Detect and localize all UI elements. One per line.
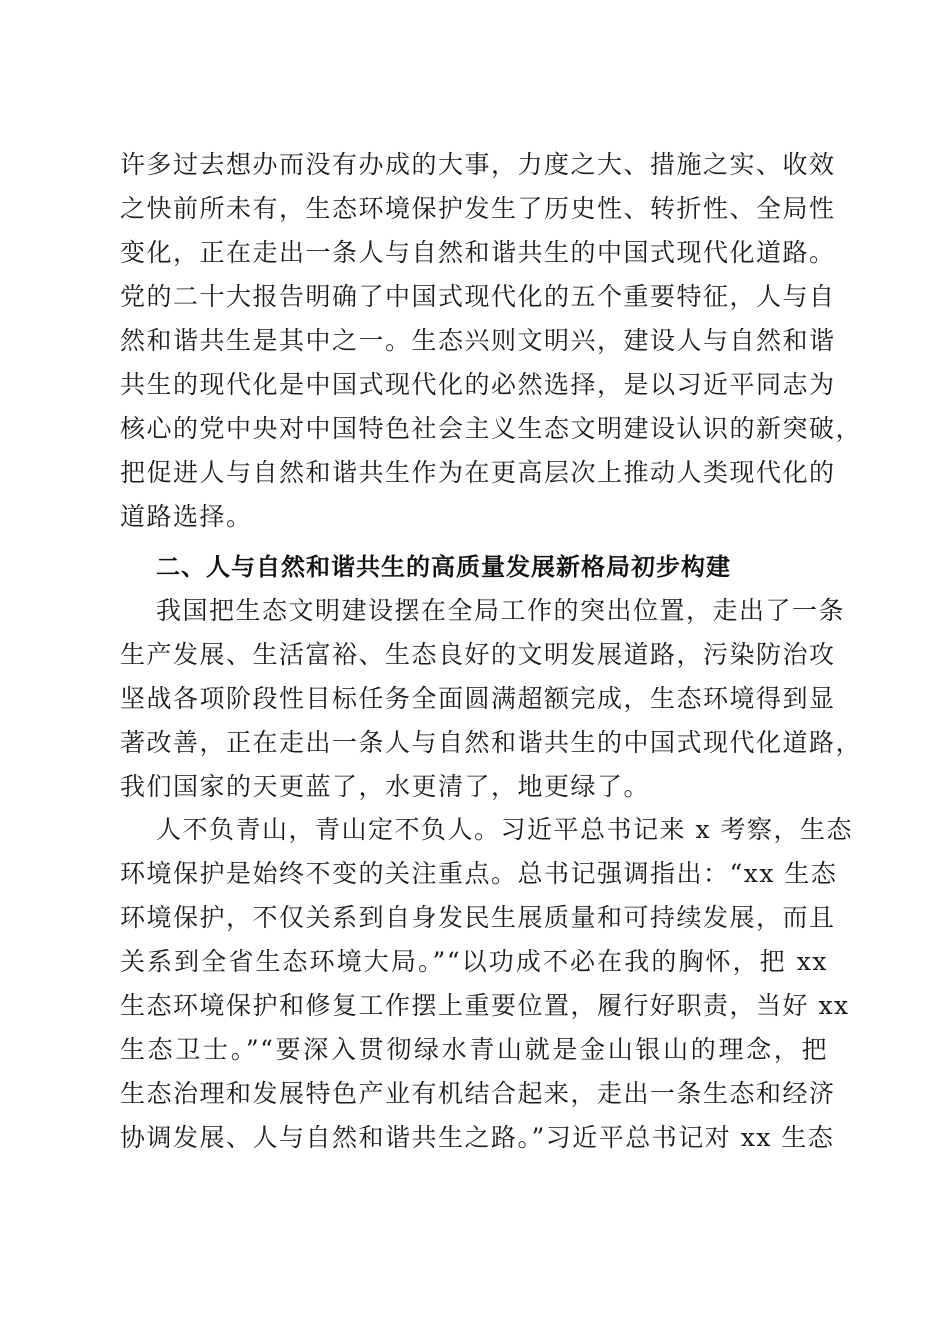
paragraph-3-line: 环境保护是始终不变的关注重点。总书记强调指出：“xx 生态: [120, 859, 838, 888]
paragraph-3-line: 关系到全省生态环境大局。”“以功成不必在我的胸怀，把 xx: [120, 947, 828, 976]
paragraph-1-line: 变化，正在走出一条人与自然和谐共生的中国式现代化道路。: [120, 238, 836, 267]
paragraph-2-line: 生产发展、生活富裕、生态良好的文明发展道路，污染防治攻: [120, 640, 836, 669]
paragraph-3-line: 生态治理和发展特色产业有机结合起来，走出一条生态和经济: [120, 1079, 836, 1108]
paragraph-1: [120, 143, 863, 539]
paragraph-1-line: 然和谐共生是其中之一。生态兴则文明兴，建设人与自然和谐: [120, 326, 836, 355]
paragraph-2-line: 我国把生态文明建设摆在全局工作的突出位置，走出了一条: [156, 596, 846, 625]
paragraph-3-line: 协调发展、人与自然和谐共生之路。”习近平总书记对 xx 生态: [120, 1123, 835, 1152]
paragraph-3-line: 环境保护，不仅关系到自身发民生展质量和可持续发展，而且: [120, 903, 836, 932]
paragraph-3-line: 生态卫士。”“要深入贯彻绿水青山就是金山银山的理念，把: [120, 1035, 828, 1064]
paragraph-3-line: 人不负青山，青山定不负人。习近平总书记来 x 考察，生态: [156, 815, 853, 844]
paragraph-1-line: 核心的党中央对中国特色社会主义生态文明建设认识的新突破，: [120, 414, 863, 443]
paragraph-1-line: 把促进人与自然和谐共生作为在更高层次上推动人类现代化的: [120, 458, 836, 487]
paragraph-1-line: 之快前所未有，生态环境保护发生了历史性、转折性、全局性: [120, 194, 836, 223]
paragraph-1-line: 许多过去想办而没有办成的大事，力度之大、措施之实、收效: [120, 150, 836, 179]
paragraph-2-line: 我们国家的天更蓝了，水更清了，地更绿了。: [120, 772, 651, 801]
paragraph-1-line: 共生的现代化是中国式现代化的必然选择，是以习近平同志为: [120, 370, 836, 399]
section-heading: 二、人与自然和谐共生的高质量发展新格局初步构建: [156, 553, 731, 581]
paragraph-1-line: 道路选择。: [120, 502, 253, 531]
paragraph-1-line: 党的二十大报告明确了中国式现代化的五个重要特征，人与自: [120, 282, 836, 311]
paragraph-3-line: 生态环境保护和修复工作摆上重要位置，履行好职责，当好 xx: [120, 991, 850, 1020]
paragraph-2: [120, 589, 863, 809]
paragraph-3: [120, 808, 853, 1160]
paragraph-2-line: 坚战各项阶段性目标任务全面圆满超额完成，生态环境得到显: [120, 684, 836, 713]
paragraph-2-line: 著改善，正在走出一条人与自然和谐共生的中国式现代化道路，: [120, 728, 863, 757]
